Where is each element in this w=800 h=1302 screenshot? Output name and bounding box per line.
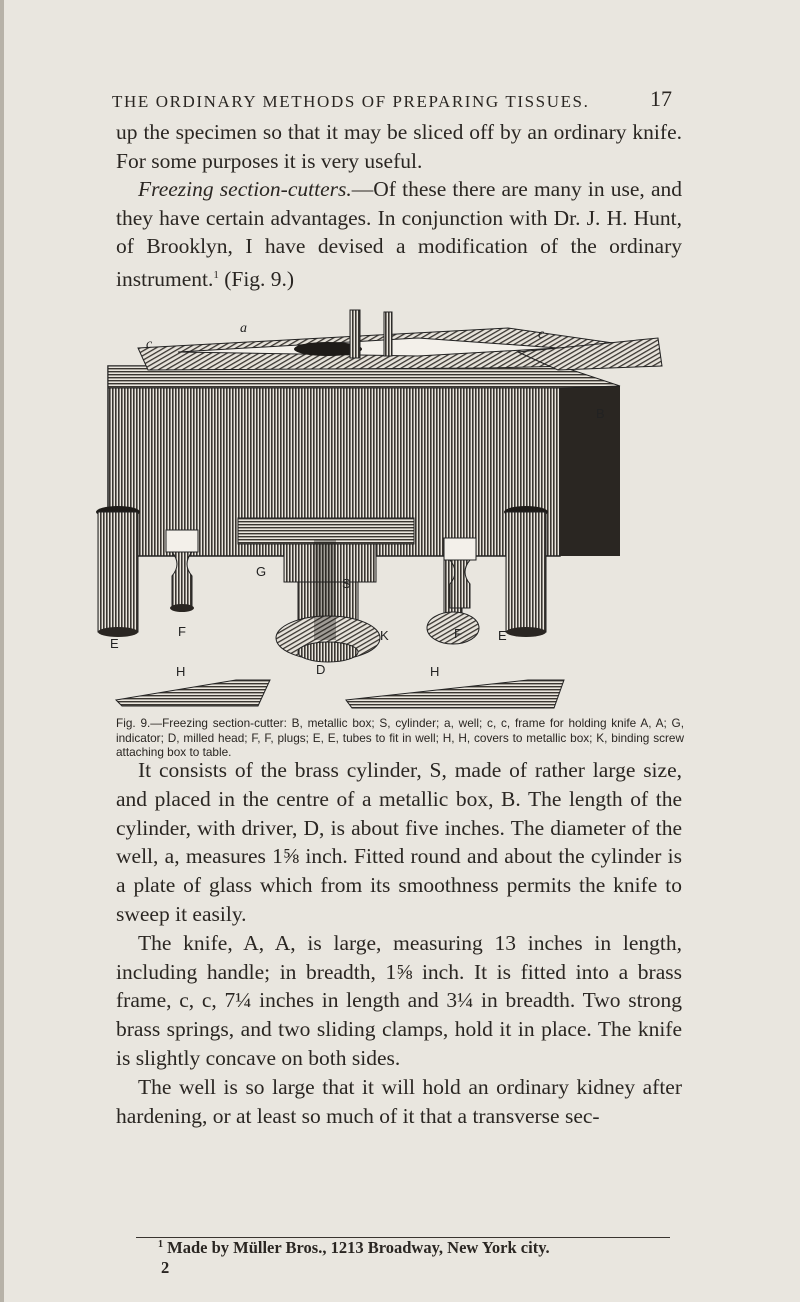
figure-caption: Fig. 9.—Freezing section-cutter: B, metallic box; S, cylinder; a, well; c, c, frame for holding knife A, A; G, indicator; D, milled head; F, F, plugs; E, E, tubes to fit in well; H, H, covers to metallic box; K, binding screw attaching box to table. (116, 716, 684, 759)
label-c-left: c (146, 337, 153, 352)
cover-right (346, 680, 564, 708)
body-text (116, 756, 682, 1130)
cover-left (116, 680, 270, 706)
body-paragraph-3: The well is so large that it will hold an ordinary kidney after hardening, or at least so much of it that a transverse sec- (116, 1074, 682, 1128)
label-a: a (240, 321, 247, 336)
label-E-left: E (110, 636, 119, 651)
signature-mark: 2 (161, 1258, 170, 1277)
footnote-number: 1 (158, 1239, 163, 1250)
label-H-left: H (176, 664, 186, 679)
label-D: D (316, 662, 326, 677)
page-edge (0, 0, 4, 1302)
label-K: K (380, 628, 389, 643)
label-B: B (596, 406, 605, 421)
label-c-right: c (538, 327, 545, 342)
footnote-text: Made by Müller Bros., 1213 Broadway, New York city. (167, 1238, 550, 1257)
label-F-left: F (178, 624, 186, 639)
label-G: G (256, 564, 267, 579)
figure-reference: (Fig. 9.) (218, 266, 295, 291)
tube-right (504, 506, 548, 637)
plug-left (166, 530, 198, 612)
body-paragraph-1: It consists of the brass cylinder, S, made of rather large size, and placed in the centre of a metallic box, B. The length of the cylinder, with driver, D, is about five inches. The diameter of the well, a, measures 1⅝ inch. Fitted round and about the cylinder is a plate of glass which from its smoothness permits the knife to sweep it easily. (116, 758, 682, 926)
intro-paragraph-2 (116, 175, 682, 293)
section-heading: Freezing section-cutters. (138, 177, 352, 201)
intro-text (116, 118, 682, 293)
body-paragraph-2: The knife, A, A, is large, measuring 13 inches in length, including handle; in breadth, 1⅝ inch. It is fitted into a brass frame, c, c, 7¼ inches in length and 3¼ in breadth. Two strong brass springs, and two sliding clamps, hold it in place. The knife is slightly concave on both sides. (116, 930, 682, 1070)
tube-left (96, 506, 140, 637)
label-S: S (342, 576, 351, 591)
intro-paragraph-1: up the specimen so that it may be sliced off by an ordinary knife. For some purposes it is very useful. (116, 120, 682, 173)
label-E-right: E (498, 628, 507, 643)
footnote-marker: 1 (213, 268, 219, 281)
intro-paragraph-2-text: —Of these there are many in use, and they have certain advantages. In conjunction with Dr. J. H. Hunt, of Brooklyn, I have devised a modification of the ordinary instrument. (116, 177, 682, 291)
figure-freezing-microtome (88, 308, 684, 712)
label-F-right: F (454, 626, 462, 641)
running-title: THE ORDINARY METHODS OF PREPARING TISSUES. (112, 92, 590, 111)
label-H-right: H (430, 664, 440, 679)
knife-frame (138, 310, 662, 370)
page-number: 17 (650, 86, 672, 111)
footnote (158, 1238, 678, 1258)
